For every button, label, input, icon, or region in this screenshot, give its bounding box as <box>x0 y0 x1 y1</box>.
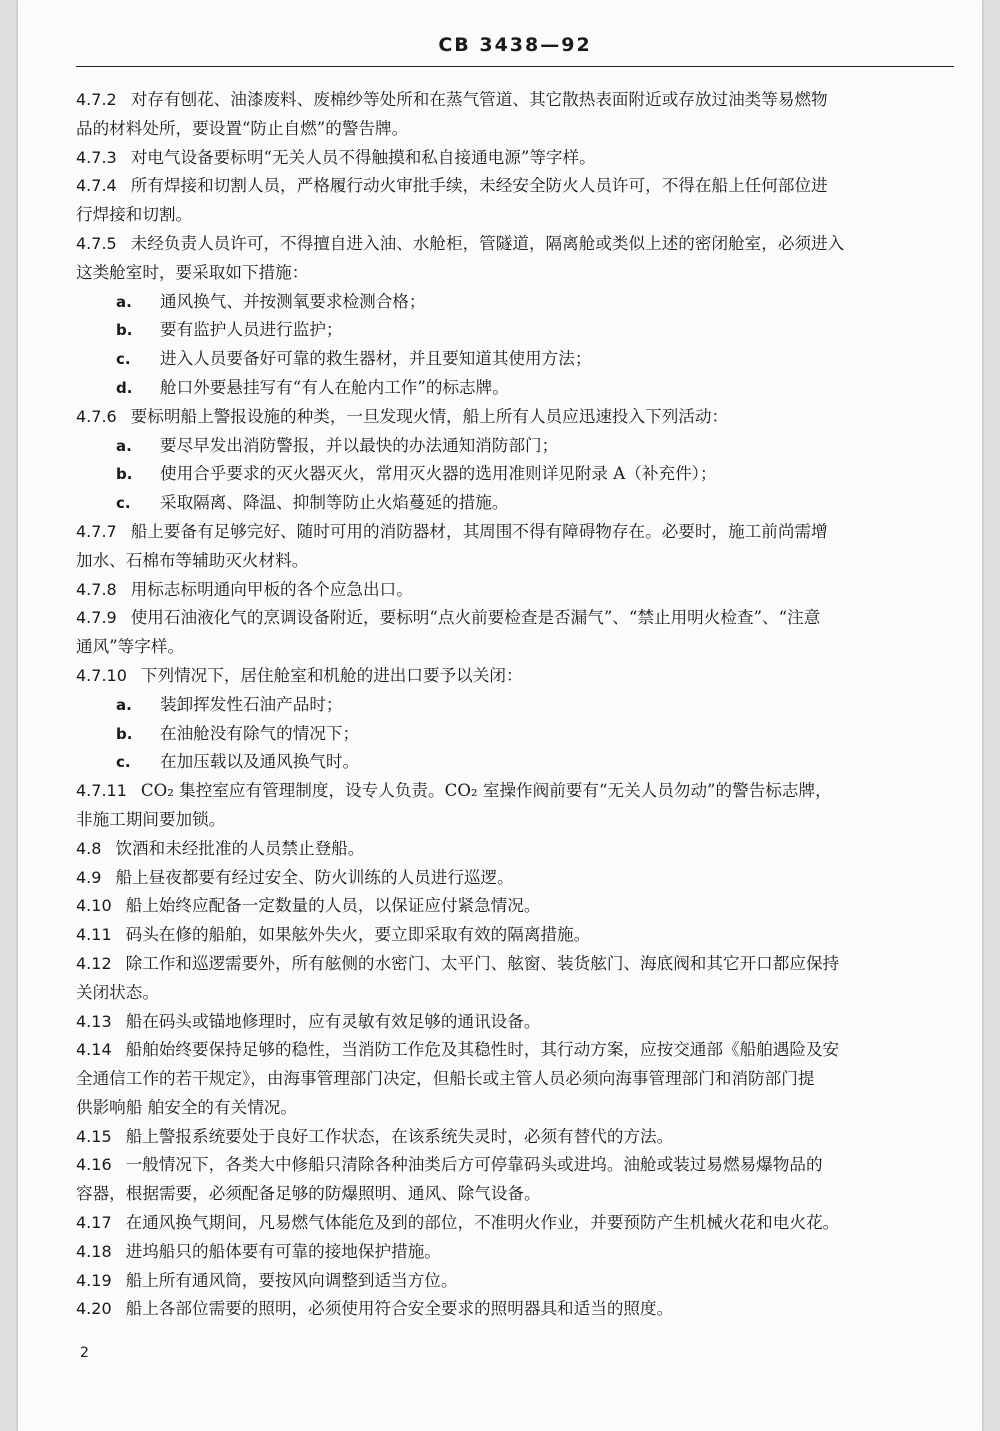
list-item <box>76 345 954 374</box>
clause-number: 4.7.7 <box>76 521 117 541</box>
continuation-line <box>76 1180 954 1209</box>
clause-line <box>76 777 954 806</box>
clause-line <box>76 230 954 259</box>
continuation-line <box>76 547 954 576</box>
line-text: 在通风换气期间，凡易燃气体能危及到的部位，不准明火作业，并要预防产生机械火花和电火花。 <box>125 1213 840 1233</box>
line-text: 船上昼夜都要有经过安全、防火训练的人员进行巡逻。 <box>115 867 514 887</box>
clause-number: 4.11 <box>76 925 112 945</box>
clause-number: 4.13 <box>76 1011 112 1031</box>
line-text: 要有监护人员进行监护； <box>160 320 343 340</box>
clause-number: 4.7.10 <box>76 665 127 685</box>
clause-line <box>76 604 954 633</box>
line-text: 加水、石棉布等辅助灭火材料。 <box>76 550 309 570</box>
document-body <box>76 86 954 1324</box>
list-item <box>76 748 954 777</box>
line-text: 所有焊接和切割人员，严格履行动火审批手续，未经安全防火人员许可，不得在船上任何部位进 <box>130 176 828 196</box>
list-item <box>76 288 954 317</box>
clause-number: 4.7.4 <box>76 176 117 196</box>
line-text: 舱口外要悬挂写有“有人在舱内工作”的标志牌。 <box>160 377 509 397</box>
clause-number: 4.8 <box>76 838 102 858</box>
clause-line <box>76 950 954 979</box>
clause-number: 4.7.6 <box>76 406 117 426</box>
line-text: 全通信工作的若干规定》，由海事管理部门决定，但船长或主管人员必须向海事管理部门和消防部门提 <box>76 1069 815 1089</box>
list-item-marker: a. <box>116 292 132 311</box>
line-text: 关闭状态。 <box>76 982 159 1002</box>
line-text: 这类舱室时，要采取如下措施： <box>76 262 309 282</box>
line-text: 船上要备有足够完好、随时可用的消防器材，其周围不得有障碍物存在。必要时，施工前尚需增 <box>130 521 828 541</box>
line-text: 船上所有通风筒，要按风向调整到适当方位。 <box>125 1270 458 1290</box>
line-text: 船上各部位需要的照明，必须使用符合安全要求的照明器具和适当的照度。 <box>125 1299 674 1319</box>
clause-line <box>76 921 954 950</box>
list-item <box>76 460 954 489</box>
clause-line <box>76 1008 954 1037</box>
clause-number: 4.14 <box>76 1040 112 1060</box>
clause-number: 4.10 <box>76 896 112 916</box>
line-text: 通风换气、并按测氧要求检测合格； <box>160 291 426 311</box>
clause-line <box>76 403 954 432</box>
continuation-line <box>76 979 954 1008</box>
line-text: 非施工期间要加锁。 <box>76 809 226 829</box>
clause-number: 4.7.11 <box>76 781 127 801</box>
clause-number: 4.18 <box>76 1241 112 1261</box>
line-text: 船上警报系统要处于良好工作状态，在该系统失灵时，必须有替代的方法。 <box>125 1126 674 1146</box>
clause-line <box>76 1267 954 1296</box>
continuation-line <box>76 201 954 230</box>
line-text: 容器，根据需要，必须配备足够的防爆照明、通风、除气设备。 <box>76 1184 541 1204</box>
clause-line <box>76 172 954 201</box>
clause-line <box>76 1036 954 1065</box>
clause-number: 4.7.2 <box>76 90 117 109</box>
line-text: 要尽早发出消防警报，并以最快的办法通知消防部门； <box>160 435 559 455</box>
line-text: CO₂ 集控室应有管理制度，设专人负责。CO₂ 室操作阀前要有“无关人员勿动”的警告标志牌， <box>140 781 832 801</box>
clause-number: 4.12 <box>76 953 112 973</box>
line-text: 在油舱没有除气的情况下； <box>160 723 360 743</box>
clause-line <box>76 1123 954 1152</box>
list-item <box>76 432 954 461</box>
line-text: 进坞船只的船体要有可靠的接地保护措施。 <box>125 1241 441 1261</box>
continuation-line <box>76 633 954 662</box>
clause-number: 4.15 <box>76 1126 112 1146</box>
clause-line <box>76 864 954 893</box>
clause-line <box>76 1151 954 1180</box>
line-text: 采取隔离、降温、抑制等防止火焰蔓延的措施。 <box>160 493 509 513</box>
document-page <box>18 0 982 1431</box>
line-text: 使用合乎要求的灭火器灭火，常用灭火器的选用准则详见附录 A（补充件）； <box>160 464 717 484</box>
list-item-marker: d. <box>116 378 133 397</box>
clause-line <box>76 576 954 605</box>
line-text: 码头在修的船舶，如果舷外失火，要立即采取有效的隔离措施。 <box>125 925 591 945</box>
clause-number: 4.20 <box>76 1299 112 1319</box>
line-text: 在加压载以及通风换气时。 <box>160 752 360 772</box>
clause-line <box>76 1295 954 1324</box>
list-item-marker: c. <box>116 350 131 369</box>
list-item-marker: b. <box>116 724 133 743</box>
continuation-line <box>76 1094 954 1123</box>
continuation-line <box>76 1065 954 1094</box>
continuation-line <box>76 259 954 288</box>
line-text: 下列情况下，居住舱室和机舱的进出口要予以关闭： <box>140 665 523 685</box>
page-number: 2 <box>80 1345 89 1361</box>
clause-number: 4.7.9 <box>76 608 117 628</box>
clause-number: 4.7.8 <box>76 579 117 599</box>
clause-number: 4.16 <box>76 1155 112 1175</box>
clause-number: 4.17 <box>76 1213 112 1233</box>
line-text: 进入人员要备好可靠的救生器材，并且要知道其使用方法； <box>160 349 592 369</box>
line-text: 一般情况下，各类大中修船只清除各种油类后方可停靠码头或进坞。油舱或装过易燃易爆物品的 <box>125 1155 823 1175</box>
line-text: 要标明船上警报设施的种类，一旦发现火情，船上所有人员应迅速投入下列活动： <box>130 406 729 426</box>
line-text: 通风”等字样。 <box>76 637 185 657</box>
line-text: 行焊接和切割。 <box>76 205 193 225</box>
list-item-marker: c. <box>116 753 131 772</box>
clause-line <box>76 144 954 173</box>
clause-line <box>76 1209 954 1238</box>
clause-line <box>76 86 954 115</box>
line-text: 船上始终应配备一定数量的人员，以保证应付紧急情况。 <box>125 896 541 916</box>
list-item <box>76 489 954 518</box>
line-text: 对电气设备要标明“无关人员不得触摸和私自接通电源”等字样。 <box>130 147 596 167</box>
list-item <box>76 374 954 403</box>
line-text: 未经负责人员许可，不得擅自进入油、水舱柜，管隧道，隔离舱或类似上述的密闭舱室，必须进入 <box>130 233 845 253</box>
line-text: 饮酒和未经批准的人员禁止登船。 <box>115 838 365 858</box>
list-item <box>76 691 954 720</box>
line-text: 装卸挥发性石油产品时； <box>160 694 343 714</box>
header-rule <box>76 66 954 67</box>
list-item <box>76 720 954 749</box>
clause-line <box>76 662 954 691</box>
continuation-line <box>76 806 954 835</box>
clause-number: 4.19 <box>76 1270 112 1290</box>
clause-line <box>76 1238 954 1267</box>
list-item-marker: b. <box>116 465 133 484</box>
page-header: CB 3438—92 <box>438 34 592 56</box>
line-text: 对存有刨花、油漆废料、废棉纱等处所和在蒸气管道、其它散热表面附近或存放过油类等易燃物 <box>130 90 828 109</box>
clause-line <box>76 835 954 864</box>
list-item-marker: a. <box>116 436 132 455</box>
line-text: 品的材料处所，要设置“防止自燃”的警告牌。 <box>76 118 409 138</box>
continuation-line <box>76 115 954 144</box>
line-text: 船在码头或锚地修理时，应有灵敏有效足够的通讯设备。 <box>125 1011 541 1031</box>
clause-number: 4.9 <box>76 867 102 887</box>
list-item-marker: b. <box>116 321 133 340</box>
list-item-marker: a. <box>116 695 132 714</box>
line-text: 除工作和巡逻需要外，所有舷侧的水密门、太平门、舷窗、装货舷门、海底阀和其它开口都应保持 <box>125 953 840 973</box>
clause-line <box>76 892 954 921</box>
list-item <box>76 316 954 345</box>
line-text: 供影响船 舶安全的有关情况。 <box>76 1097 297 1117</box>
list-item-marker: c. <box>116 494 131 513</box>
clause-line <box>76 518 954 547</box>
clause-number: 4.7.3 <box>76 147 117 167</box>
line-text: 船舶始终要保持足够的稳性，当消防工作危及其稳性时，其行动方案，应按交通部《船舶遇险及安 <box>125 1040 840 1060</box>
line-text: 使用石油液化气的烹调设备附近，要标明“点火前要检查是否漏气”、“禁止用明火检查”、“注意 <box>130 608 821 628</box>
clause-number: 4.7.5 <box>76 233 117 253</box>
line-text: 用标志标明通向甲板的各个应急出口。 <box>130 579 413 599</box>
